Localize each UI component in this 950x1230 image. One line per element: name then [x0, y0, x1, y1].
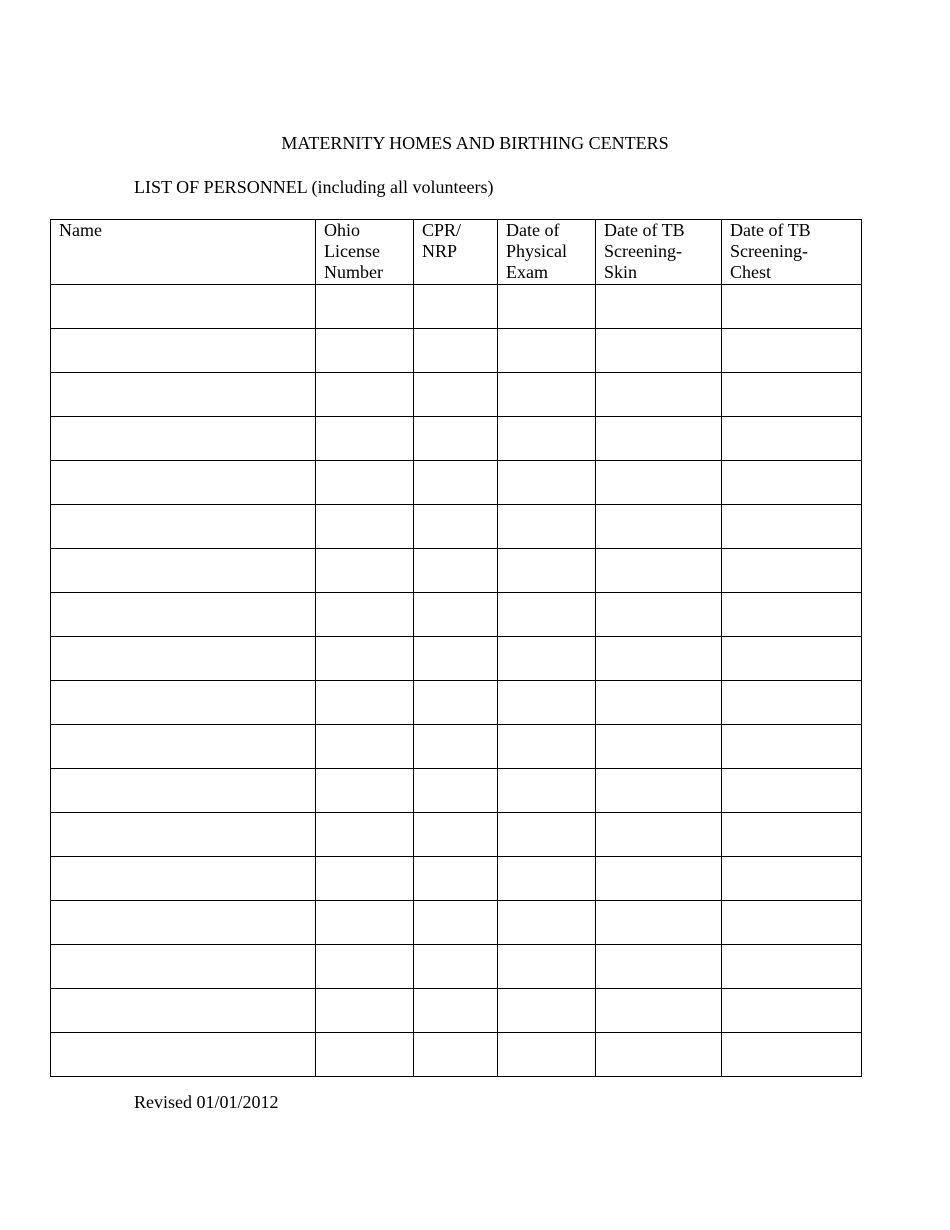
cell-date-of-physical-exam[interactable]: [498, 461, 596, 505]
cell-cpr-nrp[interactable]: [414, 857, 498, 901]
cell-ohio-license-number[interactable]: [316, 1033, 414, 1077]
cell-name[interactable]: [51, 813, 316, 857]
table-row: [51, 285, 862, 329]
cell-date-of-physical-exam[interactable]: [498, 1033, 596, 1077]
cell-ohio-license-number[interactable]: [316, 769, 414, 813]
cell-tb-screening-skin[interactable]: [596, 505, 722, 549]
table-header-row: [51, 220, 862, 285]
cell-name[interactable]: [51, 989, 316, 1033]
cell-tb-screening-skin[interactable]: [596, 725, 722, 769]
cell-cpr-nrp[interactable]: [414, 813, 498, 857]
cell-date-of-physical-exam[interactable]: [498, 945, 596, 989]
cell-tb-screening-skin[interactable]: [596, 461, 722, 505]
cell-date-of-physical-exam[interactable]: [498, 769, 596, 813]
cell-ohio-license-number[interactable]: [316, 417, 414, 461]
cell-cpr-nrp[interactable]: [414, 725, 498, 769]
cell-name[interactable]: [51, 681, 316, 725]
cell-tb-screening-chest[interactable]: [722, 285, 862, 329]
cell-tb-screening-chest[interactable]: [722, 1033, 862, 1077]
cell-ohio-license-number[interactable]: [316, 505, 414, 549]
cell-tb-screening-skin[interactable]: [596, 373, 722, 417]
cell-tb-screening-skin[interactable]: [596, 813, 722, 857]
table-row: [51, 505, 862, 549]
cell-tb-screening-skin[interactable]: [596, 417, 722, 461]
cell-ohio-license-number[interactable]: [316, 637, 414, 681]
cell-ohio-license-number[interactable]: [316, 373, 414, 417]
cell-tb-screening-skin[interactable]: [596, 285, 722, 329]
table-body: [51, 285, 862, 1077]
cell-date-of-physical-exam[interactable]: [498, 285, 596, 329]
cell-ohio-license-number[interactable]: [316, 549, 414, 593]
cell-name[interactable]: [51, 549, 316, 593]
cell-date-of-physical-exam[interactable]: [498, 725, 596, 769]
cell-cpr-nrp[interactable]: [414, 989, 498, 1033]
cell-name[interactable]: [51, 769, 316, 813]
cell-cpr-nrp[interactable]: [414, 417, 498, 461]
cell-name[interactable]: [51, 945, 316, 989]
column-header-ohio-license-number: Ohio License Number: [316, 220, 414, 285]
cell-date-of-physical-exam[interactable]: [498, 417, 596, 461]
cell-tb-screening-chest[interactable]: [722, 725, 862, 769]
table-row: [51, 681, 862, 725]
cell-tb-screening-skin[interactable]: [596, 857, 722, 901]
cell-tb-screening-skin[interactable]: [596, 945, 722, 989]
cell-ohio-license-number[interactable]: [316, 285, 414, 329]
cell-tb-screening-chest[interactable]: [722, 549, 862, 593]
cell-cpr-nrp[interactable]: [414, 329, 498, 373]
cell-date-of-physical-exam[interactable]: [498, 813, 596, 857]
cell-tb-screening-chest[interactable]: [722, 593, 862, 637]
cell-tb-screening-chest[interactable]: [722, 813, 862, 857]
personnel-table: [50, 219, 862, 1077]
cell-name[interactable]: [51, 1033, 316, 1077]
table-row: [51, 813, 862, 857]
cell-tb-screening-skin[interactable]: [596, 769, 722, 813]
cell-cpr-nrp[interactable]: [414, 461, 498, 505]
table-row: [51, 989, 862, 1033]
table-row: [51, 329, 862, 373]
cell-name[interactable]: [51, 373, 316, 417]
cell-tb-screening-skin[interactable]: [596, 549, 722, 593]
cell-cpr-nrp[interactable]: [414, 769, 498, 813]
cell-tb-screening-chest[interactable]: [722, 681, 862, 725]
cell-cpr-nrp[interactable]: [414, 637, 498, 681]
cell-ohio-license-number[interactable]: [316, 901, 414, 945]
column-header-date-of-physical-exam: Date of Physical Exam: [498, 220, 596, 285]
cell-tb-screening-chest[interactable]: [722, 637, 862, 681]
cell-tb-screening-skin[interactable]: [596, 1033, 722, 1077]
cell-date-of-physical-exam[interactable]: [498, 593, 596, 637]
cell-name[interactable]: [51, 461, 316, 505]
table-row: [51, 637, 862, 681]
cell-tb-screening-chest[interactable]: [722, 945, 862, 989]
cell-name[interactable]: [51, 329, 316, 373]
table-row: [51, 857, 862, 901]
cell-date-of-physical-exam[interactable]: [498, 373, 596, 417]
cell-tb-screening-chest[interactable]: [722, 989, 862, 1033]
cell-cpr-nrp[interactable]: [414, 373, 498, 417]
cell-ohio-license-number[interactable]: [316, 461, 414, 505]
table-row: [51, 549, 862, 593]
cell-name[interactable]: [51, 901, 316, 945]
column-header-tb-screening-skin: Date of TB Screening- Skin: [596, 220, 722, 285]
table-row: [51, 373, 862, 417]
form-title: MATERNITY HOMES AND BIRTHING CENTERS: [281, 133, 669, 153]
cell-cpr-nrp[interactable]: [414, 505, 498, 549]
cell-cpr-nrp[interactable]: [414, 285, 498, 329]
table-row: [51, 901, 862, 945]
cell-name[interactable]: [51, 505, 316, 549]
table-row: [51, 593, 862, 637]
cell-date-of-physical-exam[interactable]: [498, 505, 596, 549]
cell-name[interactable]: [51, 637, 316, 681]
cell-cpr-nrp[interactable]: [414, 901, 498, 945]
cell-name[interactable]: [51, 725, 316, 769]
cell-ohio-license-number[interactable]: [316, 593, 414, 637]
cell-ohio-license-number[interactable]: [316, 989, 414, 1033]
cell-ohio-license-number[interactable]: [316, 945, 414, 989]
cell-cpr-nrp[interactable]: [414, 1033, 498, 1077]
cell-cpr-nrp[interactable]: [414, 593, 498, 637]
table-row: [51, 769, 862, 813]
cell-date-of-physical-exam[interactable]: [498, 901, 596, 945]
cell-ohio-license-number[interactable]: [316, 813, 414, 857]
cell-cpr-nrp[interactable]: [414, 681, 498, 725]
column-header-tb-screening-chest: Date of TB Screening- Chest: [722, 220, 862, 285]
cell-date-of-physical-exam[interactable]: [498, 637, 596, 681]
cell-cpr-nrp[interactable]: [414, 945, 498, 989]
cell-tb-screening-chest[interactable]: [722, 769, 862, 813]
cell-ohio-license-number[interactable]: [316, 725, 414, 769]
cell-ohio-license-number[interactable]: [316, 681, 414, 725]
cell-tb-screening-skin[interactable]: [596, 989, 722, 1033]
cell-tb-screening-chest[interactable]: [722, 901, 862, 945]
cell-date-of-physical-exam[interactable]: [498, 857, 596, 901]
cell-ohio-license-number[interactable]: [316, 857, 414, 901]
cell-name[interactable]: [51, 857, 316, 901]
cell-name[interactable]: [51, 417, 316, 461]
cell-tb-screening-chest[interactable]: [722, 373, 862, 417]
table-row: [51, 725, 862, 769]
cell-tb-screening-chest[interactable]: [722, 417, 862, 461]
cell-name[interactable]: [51, 285, 316, 329]
cell-tb-screening-chest[interactable]: [722, 857, 862, 901]
cell-tb-screening-chest[interactable]: [722, 329, 862, 373]
cell-tb-screening-skin[interactable]: [596, 593, 722, 637]
cell-date-of-physical-exam[interactable]: [498, 549, 596, 593]
cell-tb-screening-skin[interactable]: [596, 329, 722, 373]
cell-tb-screening-chest[interactable]: [722, 505, 862, 549]
cell-tb-screening-skin[interactable]: [596, 681, 722, 725]
column-header-cpr-nrp: CPR/ NRP: [414, 220, 498, 285]
cell-tb-screening-skin[interactable]: [596, 901, 722, 945]
revision-note: Revised 01/01/2012: [134, 1092, 279, 1112]
table-row: [51, 1033, 862, 1077]
table-row: [51, 945, 862, 989]
form-subtitle: LIST OF PERSONNEL (including all volunteers): [134, 177, 494, 197]
cell-tb-screening-chest[interactable]: [722, 461, 862, 505]
cell-name[interactable]: [51, 593, 316, 637]
cell-date-of-physical-exam[interactable]: [498, 329, 596, 373]
cell-ohio-license-number[interactable]: [316, 329, 414, 373]
column-header-name: Name: [51, 220, 316, 285]
cell-date-of-physical-exam[interactable]: [498, 989, 596, 1033]
cell-date-of-physical-exam[interactable]: [498, 681, 596, 725]
table-row: [51, 417, 862, 461]
cell-tb-screening-skin[interactable]: [596, 637, 722, 681]
cell-cpr-nrp[interactable]: [414, 549, 498, 593]
table-row: [51, 461, 862, 505]
